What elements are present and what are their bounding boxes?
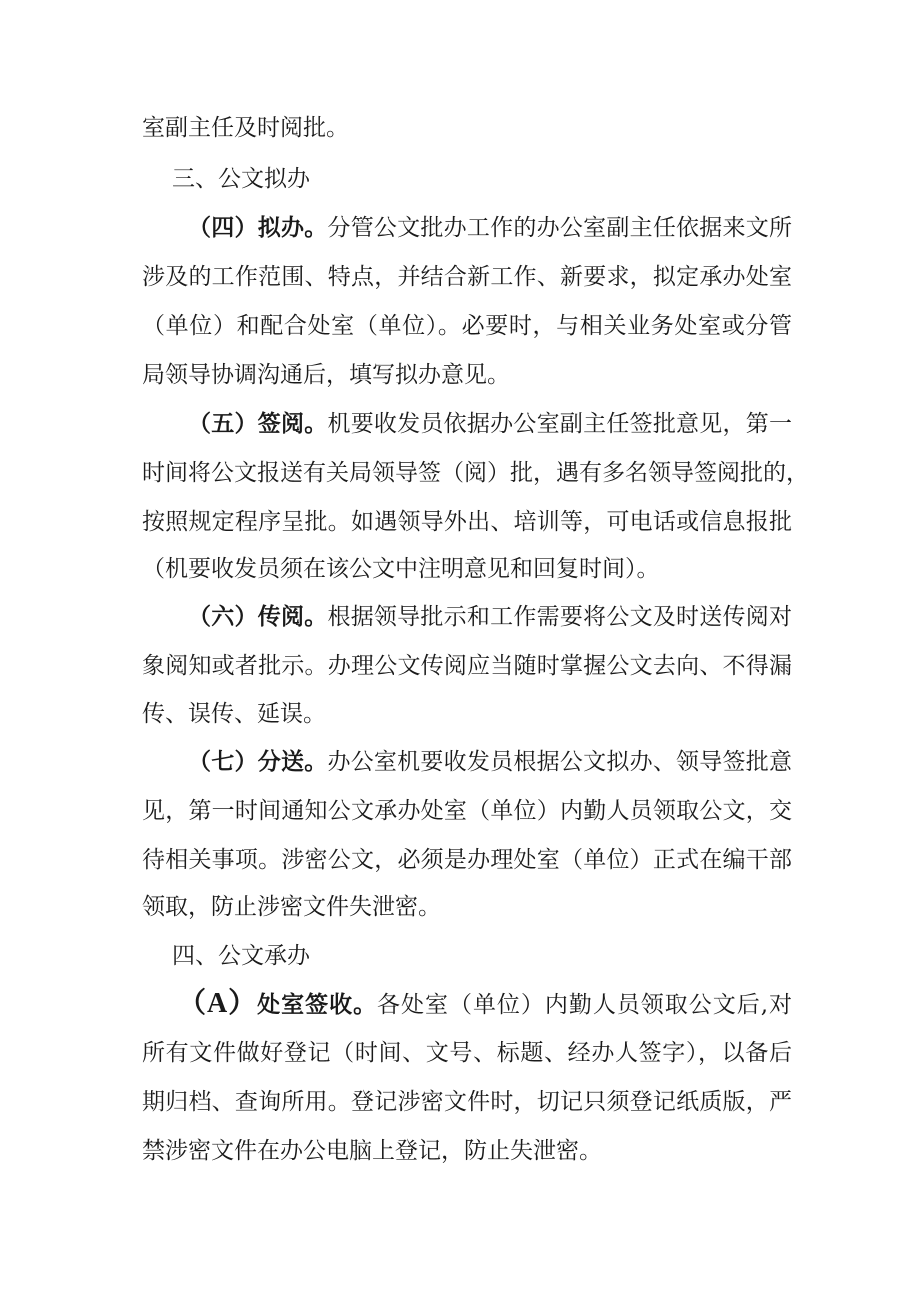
- paragraph-5-label: （五）签阅。: [188, 411, 328, 437]
- paragraph-5-line-4: （机要收发员须在该公文中注明意见和回复时间）。: [142, 556, 660, 582]
- paragraph-6-line-2: 象阅知或者批示。办理公文传阅应当随时掌握公文去向、不得漏: [142, 653, 792, 679]
- paragraph-a-line-2: 所有文件做好登记（时间、文号、标题、经办人签字），以备后: [142, 1040, 792, 1066]
- paragraph-4-line-2: 涉及的工作范围、特点，并结合新工作、新要求，拟定承办处室: [142, 264, 792, 290]
- paragraph-5-line-3: 按照规定程序呈批。如遇领导外出、培训等，可电话或信息报批: [142, 509, 792, 535]
- paragraph-4-line-1: （四）拟办。分管公文批办工作的办公室副主任依据来文所: [188, 215, 793, 241]
- section-heading-4: 四、公文承办: [172, 943, 310, 969]
- paragraph-7-line-1: （七）分送。办公室机要收发员根据公文拟办、领导签批意: [188, 749, 793, 775]
- paragraph-7-line-2: 见，第一时间通知公文承办处室（单位）内勤人员领取公文，交: [142, 798, 792, 824]
- paragraph-4-line-4: 局领导协调沟通后，填写拟办意见。: [142, 362, 510, 388]
- paragraph-a-line-4: 禁涉密文件在办公电脑上登记，防止失泄密。: [142, 1138, 602, 1164]
- section-heading-3: 三、公文拟办: [172, 166, 310, 192]
- paragraph-7-label: （七）分送。: [188, 749, 328, 775]
- paragraph-6-label: （六）传阅。: [188, 604, 328, 630]
- carryover-text: 室副主任及时阅批。: [142, 115, 349, 141]
- paragraph-a-label-letter: （A）: [178, 988, 258, 1019]
- paragraph-5-line-2: 时间将公文报送有关局领导签（阅）批，遇有多名领导签阅批的，: [142, 460, 809, 486]
- paragraph-5-line-1: （五）签阅。机要收发员依据办公室副主任签批意见，第一: [188, 411, 793, 437]
- paragraph-6-line-3: 传、误传、延误。: [142, 701, 326, 727]
- paragraph-7-line-3: 待相关事项。涉密公文，必须是办理处室（单位）正式在编干部: [142, 847, 792, 873]
- paragraph-4-label: （四）拟办。: [188, 215, 328, 241]
- paragraph-a-label: 处室签收。: [257, 992, 378, 1018]
- paragraph-7-line-4: 领取，防止涉密文件失泄密。: [142, 894, 441, 920]
- paragraph-a-line-3: 期归档、查询所用。登记涉密文件时，切记只须登记纸质版，严: [142, 1089, 792, 1115]
- paragraph-6-line-1: （六）传阅。根据领导批示和工作需要将公文及时送传阅对: [188, 604, 793, 630]
- paragraph-a-line-1: （A）处室签收。各处室（单位）内勤人员领取公文后,对: [178, 988, 792, 1019]
- paragraph-4-line-3: （单位）和配合处室（单位）。必要时，与相关业务处室或分管: [142, 313, 792, 339]
